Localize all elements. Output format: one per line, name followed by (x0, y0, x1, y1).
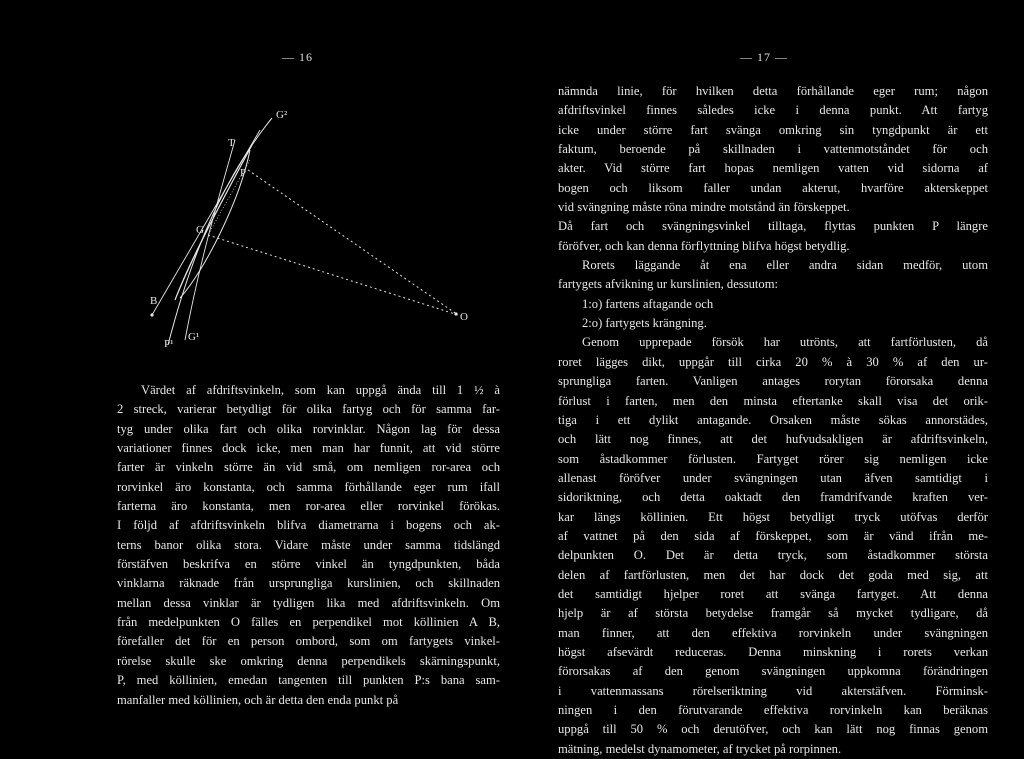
text-line: af vattnet på den sida af förskeppet, som är vänd ifrån me- (558, 528, 988, 543)
text-line: bogen och liksom faller undan akterut, hvarföre akterskeppet (558, 180, 988, 195)
text-line: ningen i den förutvarande effektiva rorvinkeln kan beräknas (558, 703, 988, 717)
text-line: från medelpunkten O fälles en perpendikel mot köllinien A B, (117, 615, 500, 630)
text-line: tiga i ett dylikt antagande. Orsaken måste sökas annorstädes, (558, 412, 988, 427)
right-paragraph (558, 82, 988, 759)
text-line: vinklarna räknade från ursprungliga kurslinien, och skillnaden (117, 576, 500, 591)
right-page (512, 0, 1024, 756)
text-line: uppgå till 50 % och derutöfver, och kan lätt nog finnas genom (558, 722, 988, 737)
text-line: allenast föröfver under svängningen utan äfven samtidigt i (558, 470, 988, 485)
turning-circle-diagram (100, 100, 500, 370)
label-t: T (228, 137, 235, 149)
text-line: sidoriktning, och detta oaktadt den framdrifvande kraften ver- (558, 490, 988, 505)
text-line: afdriftsvinkel finnes således icke i denna punkt. Att fartyg (558, 103, 988, 118)
text-line: 2 streck, varierar betydligt för olika fartyg och för samma far- (117, 402, 500, 417)
text-line: förefaller det för en person ombord, som om fartygets vinkel- (117, 634, 500, 649)
turning-arc (168, 118, 272, 345)
page-number-right: — 17 — (740, 50, 788, 64)
text-line: P, med köllinien, emedan tangenten till punkten P:s bana sam- (117, 673, 500, 688)
text-line: farterna äro konstanta, men ror-area eller rorvinkel förökas. (117, 499, 500, 514)
radius-line-p (248, 170, 458, 315)
label-p1: P¹ (164, 338, 174, 350)
left-page (0, 0, 512, 750)
text-line: delpunkten O. Det är detta tryck, som åstadkommer största (558, 548, 988, 563)
label-g1: G¹ (188, 331, 200, 343)
page-number-left: — 16 (282, 50, 313, 64)
text-line: Då fart och svängningsvinkel tilltaga, flyttas punkten P längre (558, 219, 988, 234)
text-line: I följd af afdriftsvinkeln blifva diametrarna i bogens och ak- (117, 518, 500, 533)
text-line: föröfver, och kan denna förflyttning blifva högst betydlig. (558, 238, 850, 253)
text-line: högst afsevärdt reduceras. Denna minskning i rorets verkan (558, 644, 988, 659)
point-b-dot (150, 313, 153, 316)
text-line: Genom upprepade försök har utrönts, att fartförlusten, då (582, 335, 988, 350)
text-line: tyg under olika fart och olika rorvinklar. Någon lag för dessa (117, 421, 500, 436)
text-line: faktum, beroende på skillnaden i vattenmotståndet för och (558, 142, 988, 157)
text-line: hjelp är af största betydelse framgår så mycket tydligare, då (558, 606, 988, 621)
text-line: nämnda linie, för hvilken detta förhållande eger rum; någon (558, 84, 988, 98)
text-line: roret lägges dikt, uppgår till cirka 20 % à 30 % af den ur- (558, 354, 988, 369)
text-line: förstäfven beskrifva en större vinkel än tyngdpunkten, båda (117, 557, 500, 572)
text-line: variationer finnes dock icke, men man har funnit, att vid större (117, 441, 500, 456)
text-line: kar längs köllinien. Ett högst betydligt tryck utöfvas derför (558, 509, 988, 524)
text-line: mellan dessa vinklar är tydligen lika med afdriftsvinkeln. Om (117, 595, 500, 610)
text-line: Värdet af afdriftsvinkeln, som kan uppgå ända till 1 ½ à (141, 383, 500, 397)
text-line: Rorets läggande åt ena eller andra sidan medför, utom (582, 258, 988, 273)
text-line: i vattenmassans rörelseriktning vid akterstäfven. Förminsk- (558, 683, 988, 698)
diagram-svg (100, 100, 500, 370)
text-line: rorvinkel äro konstanta, och samma förhållande eger rum ifall (117, 479, 500, 494)
text-line: det samtidigt hjelper roret att svänga fartyget. Att denna (558, 586, 988, 601)
tangent-line (185, 140, 235, 340)
text-line: förlust i farten, men den minsta eftertanke skall visa det orik- (558, 393, 988, 408)
label-g: G (196, 224, 204, 236)
text-line: manfaller med köllinien, och är detta den enda punkt på (117, 692, 399, 707)
label-p: P (240, 167, 247, 179)
text-line: delen af fartförlusten, men det har dock det goda med sig, att (558, 567, 988, 582)
left-paragraph (117, 381, 500, 710)
text-line: som åstadkommer förlusten. Fartyget rörer sig nemligen icke (558, 451, 988, 466)
text-line: fartygets afvikning ur kurslinien, dessutom: (558, 277, 779, 292)
text-line: man finner, att den effektiva rorvinkeln under svängningen (558, 625, 988, 640)
text-line: förorsakas af den genom svängningen uppkomna förändringen (558, 664, 988, 679)
text-line: farter är vinkeln större än vid små, om nemligen ror-area och (117, 460, 500, 475)
label-b: B (150, 295, 158, 307)
text-line: vid svängning måste röna mindre motstånd än förskeppet. (558, 200, 850, 215)
text-line: rörelse skulle ske omkring denna perpendikels skärningspunkt, (117, 653, 500, 668)
radius-line-g (208, 235, 458, 315)
label-o: O (460, 311, 468, 323)
text-line: 1:o) fartens aftagande och (582, 296, 714, 311)
text-line: icke under större fart svänga omkring sin tyngdpunkt är ett (558, 122, 988, 137)
text-line: terns banor olika stora. Vidare måste under samma tidslängd (117, 537, 500, 552)
text-line: mätning, medelst dynamometer, af trycket på rorpinnen. (558, 741, 842, 756)
point-o (454, 312, 457, 315)
label-g2-top: G² (276, 109, 288, 121)
text-line: 2:o) fartygets krängning. (582, 316, 707, 331)
text-line: sprungliga farten. Vanligen antages rorytan förorsaka denna (558, 374, 988, 389)
text-line: och lätt nog finnes, att det hufvudsakligen är afdriftsvinkeln, (558, 432, 988, 447)
text-line: akter. Vid större fart hopas nemligen vatten vid sidorna af (558, 161, 988, 176)
